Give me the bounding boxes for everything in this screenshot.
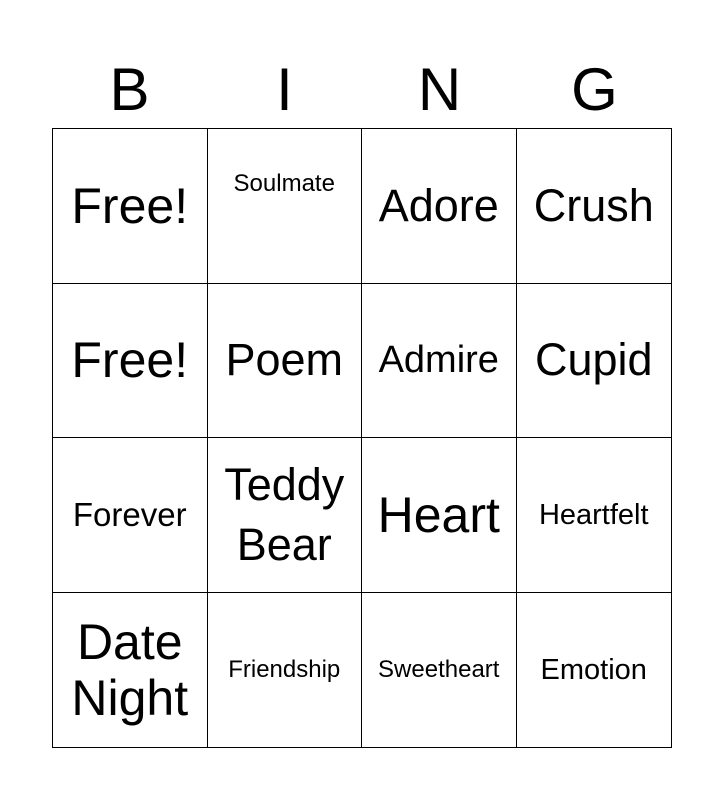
bingo-cell-r2c3[interactable] xyxy=(362,284,517,439)
cell-label: Soulmate xyxy=(233,170,335,197)
bingo-cell-r2c1[interactable] xyxy=(53,284,208,439)
bingo-board xyxy=(52,128,672,748)
bingo-cell-r1c4[interactable] xyxy=(517,129,672,284)
cell-label: Crush xyxy=(533,179,654,231)
bingo-cell-r3c4[interactable] xyxy=(517,438,672,593)
cell-label: Emotion xyxy=(540,653,647,686)
cell-label: Free! xyxy=(71,177,189,234)
cell-label: Forever xyxy=(72,495,187,533)
bingo-header xyxy=(52,52,672,128)
header-letter-b: B xyxy=(109,56,150,123)
cell-label: Friendship xyxy=(228,655,341,683)
cell-label: Admire xyxy=(378,339,499,382)
cell-label: Adore xyxy=(378,179,499,231)
bingo-cell-r1c1[interactable] xyxy=(53,129,208,284)
bingo-cell-r1c2[interactable] xyxy=(208,129,363,284)
cell-label: Heartfelt xyxy=(538,498,649,531)
cell-label: Poem xyxy=(225,334,344,386)
bingo-cell-r2c4[interactable] xyxy=(517,284,672,439)
header-letter-g: G xyxy=(571,56,618,123)
header-letter-i: I xyxy=(276,56,293,123)
header-letter-n: N xyxy=(417,56,462,123)
bingo-cell-r2c2[interactable] xyxy=(208,284,363,439)
bingo-cell-r3c1[interactable] xyxy=(53,438,208,593)
cell-label: Sweetheart xyxy=(378,655,500,683)
bingo-cell-r3c2[interactable] xyxy=(208,438,363,593)
cell-label: Date Night xyxy=(71,613,189,726)
bingo-cell-r1c3[interactable] xyxy=(362,129,517,284)
bingo-cell-r3c3[interactable] xyxy=(362,438,517,593)
cell-label: Teddy Bear xyxy=(224,458,345,570)
bingo-cell-r4c1[interactable] xyxy=(53,593,208,748)
cell-label: Free! xyxy=(71,332,189,389)
cell-label: Cupid xyxy=(534,334,653,386)
bingo-cell-r4c3[interactable] xyxy=(362,593,517,748)
bingo-cell-r4c4[interactable] xyxy=(517,593,672,748)
cell-label: Heart xyxy=(377,486,500,543)
bingo-cell-r4c2[interactable] xyxy=(208,593,363,748)
